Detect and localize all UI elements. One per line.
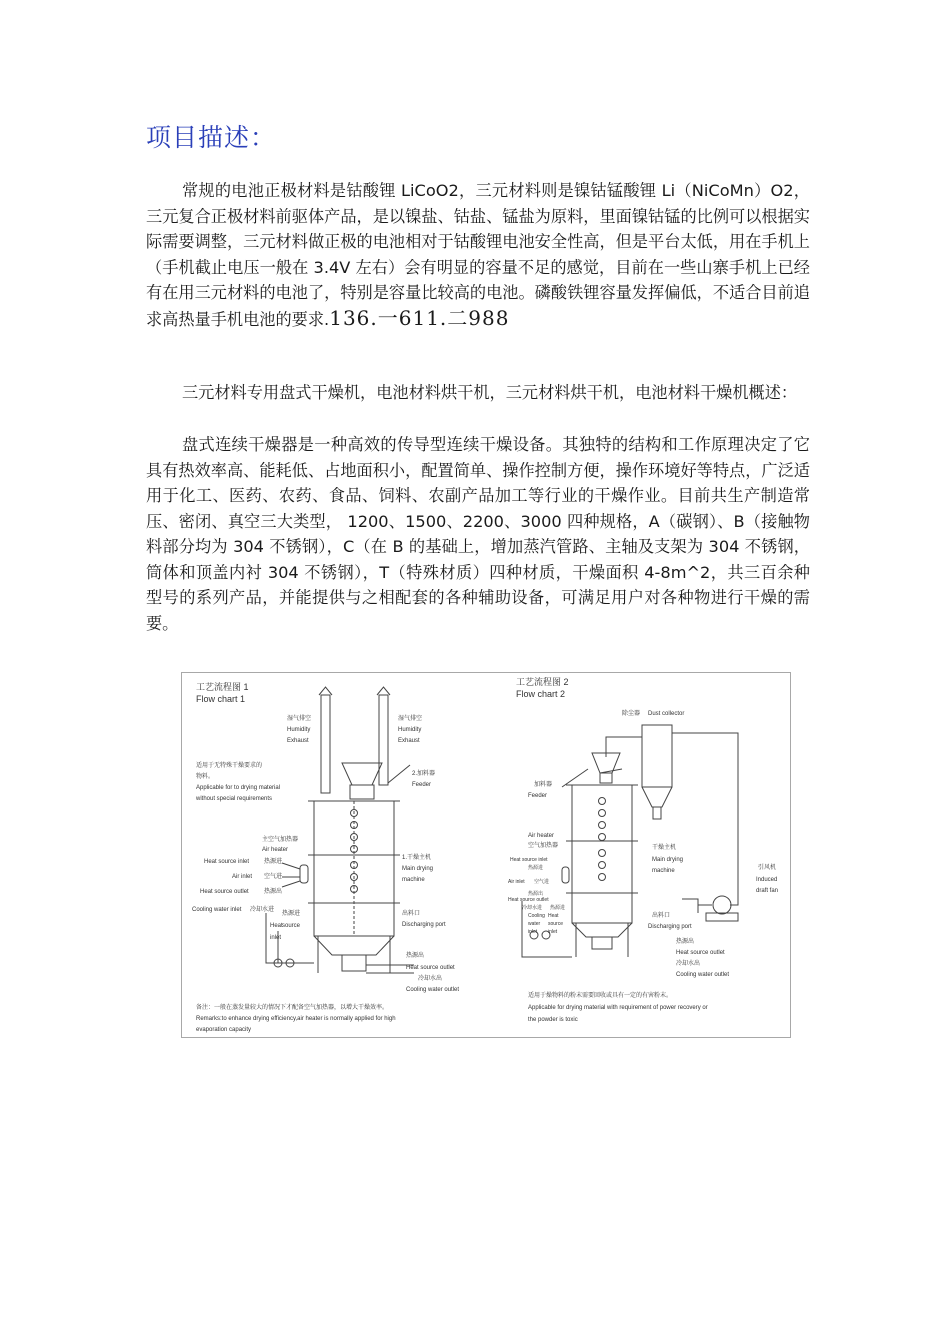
chart1-cw-outlet-cn: 冷却水出 bbox=[418, 976, 443, 982]
chart1-heat-inlet-cn: 热源进 bbox=[264, 859, 283, 865]
chart1-exhaust-stacks bbox=[319, 687, 390, 793]
chart1-airheater-en: Air heater bbox=[262, 847, 289, 853]
chart1-heat-source-cn: 热源进 bbox=[282, 911, 301, 917]
chart1-cw-outlet-en: Cooling water outlet bbox=[406, 987, 460, 993]
chart2-dust-en: Dust collector bbox=[648, 711, 685, 717]
chart2-discharge-en: Discharging port bbox=[648, 924, 692, 930]
paragraph-overview-body: 盘式连续干燥器是一种高效的传导型连续干燥设备。其独特的结构和工作原理决定了它具有热效率高、能耗低、占地面积小，配置简单、操作控制方便，操作环境好等特点，广泛适用于化工、医药、农药、食品、饲料、农副产品加工等行业的干燥作业。目前共生产制造常压、密闭、真空三大类型， 1200、1500、2200、3000 四种规格，A（碳钢）、B（接触物料部分均为 304 不锈钢），C（在 B 的基础上，增加蒸汽管路、主轴及支架为 304 不锈钢，筒体和顶盖内衬 304 不锈钢），T（特殊材质）四种材质，干燥面积 4-8m^2，共三百余种型号的系列产品，并能提供与之相配套的各种辅助设备，可满足用户对各种物进行干燥的需要。 bbox=[146, 435, 810, 633]
chart2-air-inlet-cn: 空气进 bbox=[534, 879, 550, 885]
chart1-discharge-cn: 出料口 bbox=[402, 911, 421, 917]
paragraph-intro bbox=[146, 178, 810, 332]
chart2-fan-en2: draft fan bbox=[756, 888, 779, 894]
chart2-hs-out-cn: 热源出 bbox=[528, 891, 544, 897]
chart1-heat-source-en2: source bbox=[282, 923, 301, 929]
chart1-hs-outlet-en: Heat source outlet bbox=[406, 965, 455, 971]
chart1-note-cn: 适用于无特殊干燥要求的 bbox=[196, 763, 263, 769]
chart2-air-inlet: Air inlet bbox=[508, 879, 525, 885]
chart2-hs-inlet-cn: 热源进 bbox=[528, 865, 544, 871]
chart1-title-cn: 工艺流程图 1 bbox=[196, 682, 249, 692]
chart1-note-en1: Applicable for to drying material bbox=[196, 785, 281, 791]
chart2-cw-in-en2: water bbox=[528, 921, 541, 927]
chart1-remark-cn: 备注：一般在蒸发量较大的情况下才配备空气加热器，以增大干燥效率。 bbox=[196, 1005, 389, 1011]
chart2-main-en1: Main drying bbox=[652, 857, 684, 863]
chart2-dryer-body bbox=[566, 785, 638, 957]
chart2-note-cn: 适用于燥物料的粉末需要回收或具有一定的有害粉末。 bbox=[528, 993, 673, 999]
chart1-exhaust-cn-right: 湿气排空 bbox=[398, 716, 423, 722]
chart2-note-en1: Applicable for drying material with requirement of power recovery or bbox=[528, 1005, 708, 1011]
chart2-airheater-cn: 空气加热器 bbox=[528, 843, 559, 849]
chart1-main-en2: machine bbox=[402, 877, 425, 883]
chart2-feeder bbox=[562, 753, 620, 787]
chart1-cooling-inlet: Cooling water inlet bbox=[192, 907, 242, 913]
chart1-dryer-body bbox=[308, 801, 400, 973]
chart2-title-cn: 工艺流程图 2 bbox=[516, 677, 569, 687]
chart2-out-en: Heat source outlet bbox=[676, 950, 725, 956]
chart1-exhaust-cn: 湿气排空 bbox=[287, 716, 312, 722]
chart1-exhaust-en1-right: Humidity bbox=[398, 727, 422, 733]
chart2-out-cn: 热源出 bbox=[676, 939, 695, 945]
chart2-feeder-en: Feeder bbox=[528, 793, 548, 799]
chart2-cw-in-en1: Cooling bbox=[528, 913, 545, 919]
chart2-hs-en3: inlet bbox=[548, 929, 558, 935]
chart1-discharge-en: Discharging port bbox=[402, 922, 446, 928]
chart1-remark-en2: evaporation capacity bbox=[196, 1027, 252, 1033]
chart1-heat-inlet: Heat source inlet bbox=[204, 859, 250, 865]
chart1-hs-outlet-cn: 热源出 bbox=[406, 953, 425, 959]
chart1-note-en2: without special requirements bbox=[196, 796, 273, 802]
chart2-fan-cn: 引风机 bbox=[758, 865, 777, 871]
section-heading: 项目描述： bbox=[146, 123, 277, 152]
chart2-cw-out-cn: 冷却水出 bbox=[676, 961, 701, 967]
chart1-feeder-cn: 2.加料器 bbox=[412, 771, 436, 777]
chart1-heat-source-en1: Heat bbox=[270, 923, 283, 929]
chart2-cw-out-en: Cooling water outlet bbox=[676, 972, 730, 978]
chart2-hs-inlet-en: Heat source inlet bbox=[510, 857, 548, 863]
chart1-air-inlet: Air inlet bbox=[232, 874, 253, 880]
chart2-dust-cn: 除尘器 bbox=[622, 711, 641, 717]
chart2-hs-out-en: Heat source outlet bbox=[508, 897, 549, 903]
chart2-induced-fan bbox=[682, 883, 738, 921]
chart2-hs-en1: Heat bbox=[548, 913, 559, 919]
chart2-airheater-en: Air heater bbox=[528, 833, 555, 839]
paragraph-overview-title: 三元材料专用盘式干燥机，电池材料烘干机，三元材料烘干机，电池材料干燥机概述： bbox=[182, 383, 798, 402]
chart2-main-en2: machine bbox=[652, 868, 675, 874]
chart1-heat-outlet-cn: 热源出 bbox=[264, 889, 283, 895]
chart1-feeder-hopper bbox=[342, 763, 410, 799]
chart2-title-en: Flow chart 2 bbox=[516, 689, 566, 699]
chart1-exhaust-en2-right: Exhaust bbox=[398, 738, 420, 744]
chart1-feeder-en: Feeder bbox=[412, 782, 432, 788]
chart2-cw-in-en3: inlet bbox=[528, 929, 538, 935]
chart1-exhaust-en2: Exhaust bbox=[287, 738, 309, 744]
chart2-cw-in-cn: 冷却水进 bbox=[522, 905, 543, 911]
chart1-main-en1: Main drying bbox=[402, 866, 434, 872]
phone-number: 136.一611.二988 bbox=[329, 305, 510, 330]
chart1-exhaust-en1: Humidity bbox=[287, 727, 311, 733]
chart1-air-inlet-cn: 空气进 bbox=[264, 874, 283, 880]
chart1-airheater-cn: 主空气加热器 bbox=[262, 837, 299, 843]
chart2-main-cn: 干燥主机 bbox=[652, 845, 677, 851]
chart2-hs-en2: source bbox=[548, 921, 564, 927]
chart2-note-en2: the powder is toxic bbox=[528, 1017, 578, 1023]
chart1-heat-source-en3: inlet bbox=[270, 935, 282, 941]
chart1-air-heater bbox=[282, 863, 308, 887]
chart1-cooling-inlet-cn: 冷却水进 bbox=[250, 907, 275, 913]
process-flow-figure bbox=[181, 672, 791, 1038]
chart2-hs-cn: 热源进 bbox=[550, 905, 566, 911]
chart1-piping bbox=[266, 913, 414, 973]
chart1-remark-en1: Remarks:to enhance drying efficiency,air heater is normally applied for high bbox=[196, 1016, 396, 1022]
chart1-note-cn2: 物料。 bbox=[196, 774, 215, 780]
chart1-main-cn: 1.干燥主机 bbox=[402, 855, 432, 861]
chart2-discharge-cn: 出料口 bbox=[652, 913, 671, 919]
paragraph-intro-text: 常规的电池正极材料是钴酸锂 LiCoO2，三元材料则是镍钴锰酸锂 Li（NiCoMn）O2，三元复合正极材料前驱体产品，是以镍盐、钴盐、锰盐为原料，里面镍钴锰的比例可以根据实际需要调整，三元材料做正极的电池相对于钴酸锂电池安全性高，但是平台太低，用在手机上（手机截止电压一般在 3.4V 左右）会有明显的容量不足的感觉，目前在一些山寨手机上已经有在用三元材料的电池了，特别是容量比较高的电池。磷酸铁锂容量发挥偏低，不适合目前追求高热量手机电池的要求. bbox=[146, 181, 810, 329]
chart2-feeder-cn: 加料器 bbox=[534, 782, 553, 788]
chart1-heat-outlet: Heat source outlet bbox=[200, 889, 249, 895]
chart2-fan-en1: Induced bbox=[756, 877, 778, 883]
chart1-title-en: Flow chart 1 bbox=[196, 694, 246, 704]
flow-chart-drawing bbox=[182, 673, 790, 1037]
